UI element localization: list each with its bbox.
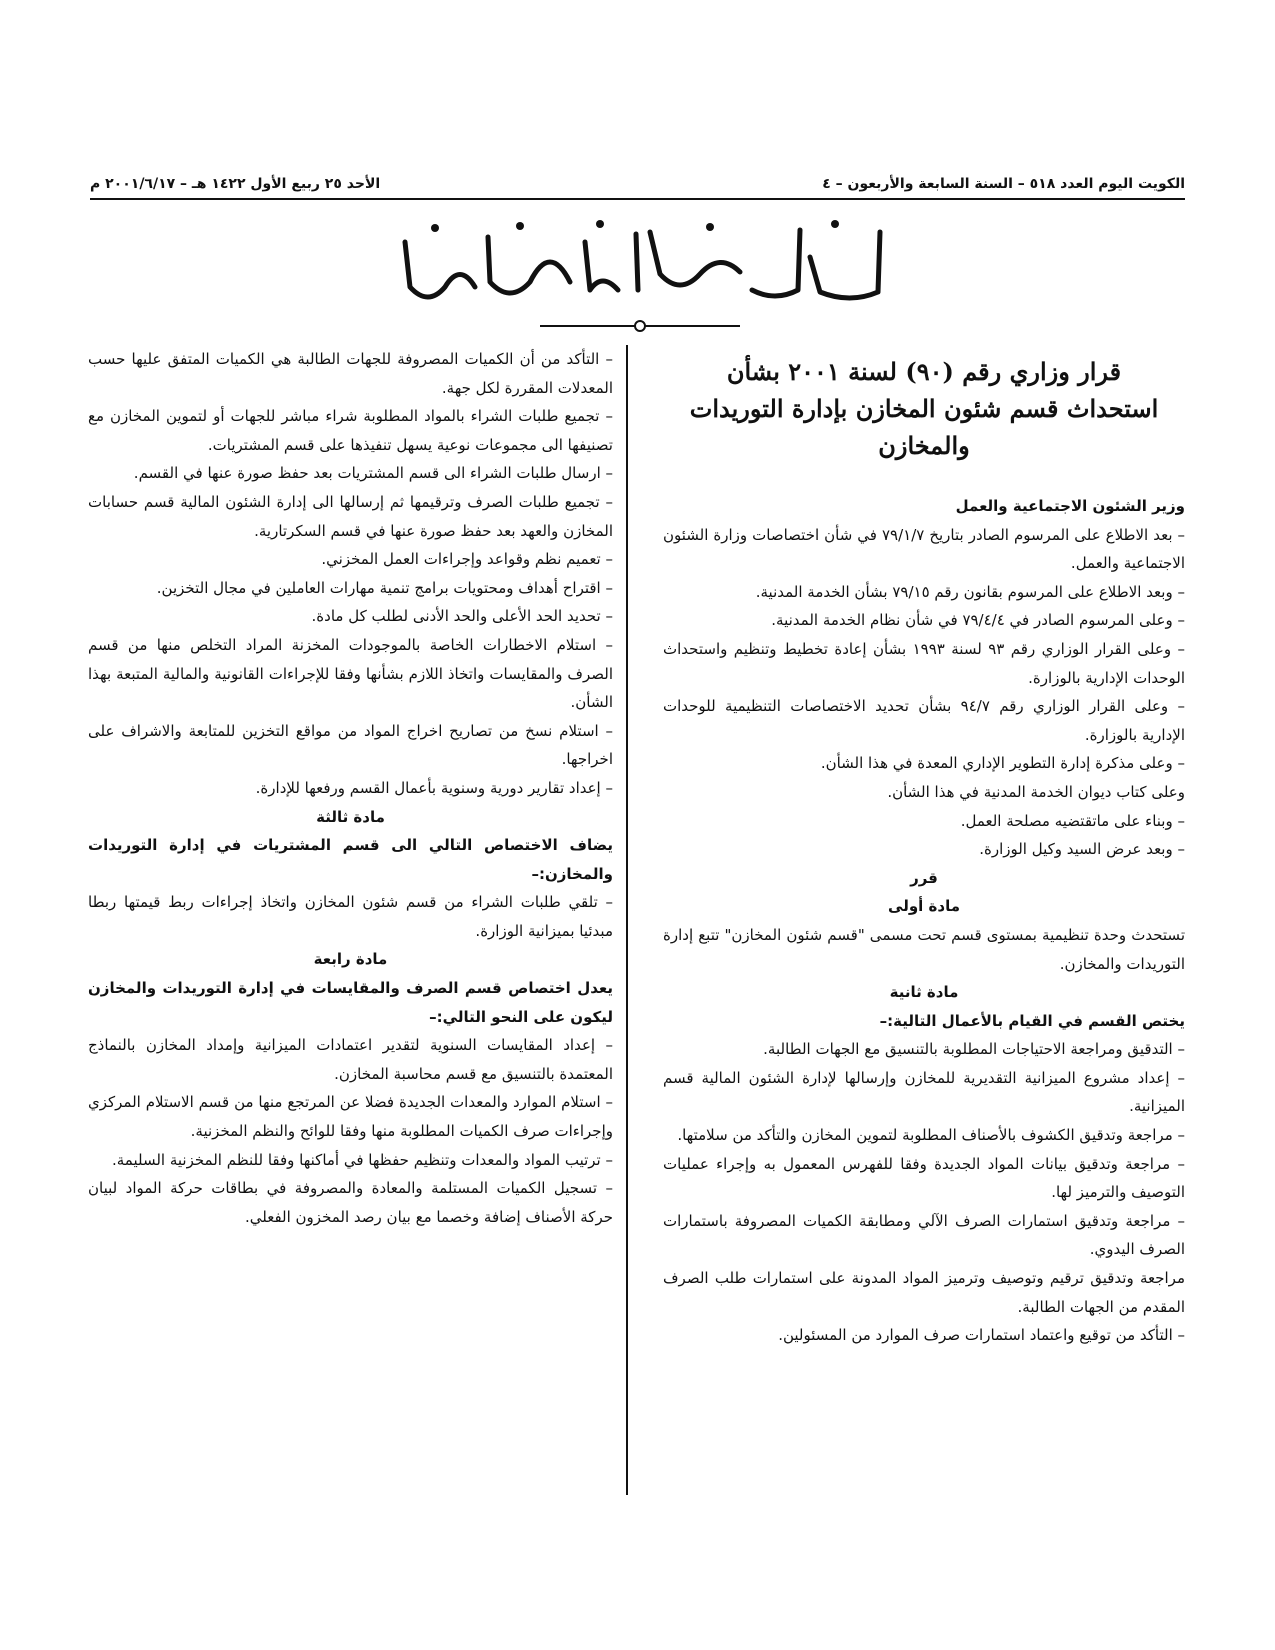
list-item: – ارسال طلبات الشراء الى قسم المشتريات بعد حفظ صورة عنها في القسم. [133, 464, 613, 483]
list-item: – مراجعة وتدقيق استمارات الصرف الآلي ومطابقة الكميات المصروفة باستمارات الصرف اليدوي. [663, 1211, 1185, 1259]
list-item: – مراجعة وتدقيق الكشوف بالأصناف المطلوبة لتموين المخازن والتأكد من سلامتها. [677, 1126, 1185, 1145]
list-item: – مراجعة وتدقيق بيانات المواد الجديدة وفقا للفهرس المعمول به وإجراء عمليات التوصيف والترميز لها. [663, 1154, 1185, 1202]
decorative-divider [540, 318, 740, 332]
list-item: – تعميم نظم وقواعد وإجراءات العمل المخزني. [321, 550, 613, 569]
issue-info: الكويت اليوم العدد ٥١٨ – السنة السابعة والأربعون – ٤ [822, 176, 1185, 192]
list-item: – اقتراح أهداف ومحتويات برامج تنمية مهارات العاملين في مجال التخزين. [156, 578, 613, 597]
list-item: – استلام نسخ من تصاريح اخراج المواد من مواقع التخزين للمتابعة والاشراف على اخراجها. [88, 721, 613, 769]
preamble-item: – وعلى القرار الوزاري رقم ٩٣ لسنة ١٩٩٣ بشأن إعادة تخطيط وتنظيم واستحداث الوحدات الإدارية بالوزارة. [663, 639, 1186, 687]
article-4-heading: يعدل اختصاص قسم الصرف والمقايسات في إدارة التوريدات والمخازن ليكون على النحو التالي:– [88, 979, 613, 1026]
list-item: – إعداد تقارير دورية وسنوية بأعمال القسم ورفعها للإدارة. [255, 778, 613, 797]
preamble-item: – وبعد الاطلاع على المرسوم بقانون رقم ٧٩/١٥ بشأن الخدمة المدنية. [755, 582, 1185, 601]
list-item: – إعداد المقايسات السنوية لتقدير اعتمادات الميزانية وإمداد المخازن بالنماذج المعتمدة بالتنسيق مع قسم محاسبة المخازن. [88, 1036, 613, 1083]
article-3-title: مادة ثالثة [316, 807, 385, 826]
article-2-title: مادة ثانية [889, 983, 959, 1002]
list-item: – تجميع طلبات الصرف وترقيمها ثم إرسالها الى إدارة الشئون المالية قسم حسابات المخازن والعهد بعد حفظ صورة عنها في قسم السكرتارية. [88, 492, 613, 540]
article-2-list-continued [88, 345, 613, 803]
minister-heading: وزير الشئون الاجتماعية والعمل [955, 497, 1185, 515]
preamble-list [663, 521, 1185, 864]
preamble-item: – وبعد عرض السيد وكيل الوزارة. [979, 840, 1185, 859]
article-2-list [663, 1035, 1185, 1350]
list-item: – إعداد مشروع الميزانية التقديرية للمخازن وإرسالها لإدارة الشئون المالية قسم الميزانية. [663, 1068, 1185, 1116]
article-4-title: مادة رابعة [313, 950, 388, 969]
list-item: – تحديد الحد الأعلى والحد الأدنى لطلب كل مادة. [311, 607, 613, 626]
list-item: – التأكد من توقيع واعتماد استمارات صرف الموارد من المسئولين. [778, 1326, 1185, 1345]
calligraphy-logo [380, 212, 900, 312]
preamble-item: وعلى كتاب ديوان الخدمة المدنية في هذا الشأن. [887, 782, 1185, 801]
preamble-item: – وعلى مذكرة إدارة التطوير الإداري المعدة في هذا الشأن. [820, 754, 1185, 773]
preamble-item: – وعلى القرار الوزاري رقم ٩٤/٧ بشأن تحديد الاختصاصات التنظيمية للوحدات الإدارية بالوزارة. [663, 697, 1185, 744]
column-divider [626, 345, 628, 1495]
preamble-item: – وبناء على ماتقتضيه مصلحة العمل. [960, 811, 1185, 830]
article-2-heading: يختص القسم في القيام بالأعمال التالية:– [879, 1011, 1185, 1030]
issue-date: الأحد ٢٥ ربيع الأول ١٤٢٢ هـ – ٢٠٠١/٦/١٧ م [90, 176, 381, 192]
right-column [663, 345, 1185, 1350]
list-item: – التأكد من أن الكميات المصروفة للجهات الطالبة هي الكميات المتفق عليها حسب المعدلات المقررة لكل جهة. [88, 350, 613, 397]
list-item: – تسجيل الكميات المستلمة والمعادة والمصروفة في بطاقات حركة المواد لبيان حركة الأصناف إضافة وخصما مع بيان رصد المخزون الفعلي. [88, 1179, 613, 1226]
ministry-masthead-calligraphy [380, 212, 900, 312]
left-column [88, 345, 613, 1231]
list-item: مراجعة وتدقيق ترقيم وتوصيف وترميز المواد المدونة على استمارات طلب الصرف المقدم من الجهات الطالبة. [663, 1269, 1185, 1316]
article-1-text: تستحدث وحدة تنظيمية بمستوى قسم تحت مسمى "قسم شئون المخازن" تتبع إدارة التوريدات والمخازن. [663, 925, 1185, 973]
article-4-list [88, 1031, 613, 1231]
list-item: – ترتيب المواد والمعدات وتنظيم حفظها في أماكنها وفقا للنظم المخزنية السليمة. [111, 1150, 613, 1169]
preamble-item: – وعلى المرسوم الصادر في ٧٩/٤/٤ في شأن نظام الخدمة المدنية. [771, 611, 1185, 630]
preamble-item: – بعد الاطلاع على المرسوم الصادر بتاريخ ٧٩/١/٧ في شأن اختصاصات وزارة الشئون الاجتماعية والعمل. [663, 525, 1186, 573]
decided-heading: قرر [910, 868, 938, 887]
article-3-text: – تلقي طلبات الشراء من قسم شئون المخازن واتخاذ إجراءات ربط قيمتها ربطا مبدئيا بميزانية الوزارة. [88, 893, 613, 940]
article-3-heading: يضاف الاختصاص التالي الى قسم المشتريات في إدارة التوريدات والمخازن:– [88, 836, 613, 883]
list-item: – استلام الاخطارات الخاصة بالموجودات المخزنة المراد التخلص منها من قسم الصرف والمقايسات واتخاذ اللازم بشأنها وفقا للإجراءات القانونية والمالية المتبعة بهذا الشأن. [88, 635, 613, 712]
page-header [90, 176, 1185, 200]
article-1-title: مادة أولى [888, 897, 960, 916]
list-item: – التدقيق ومراجعة الاحتياجات المطلوبة بالتنسيق مع الجهات الطالبة. [763, 1040, 1185, 1059]
decree-title: قرار وزاري رقم (٩٠) لسنة ٢٠٠١ بشأن استحداث قسم شئون المخازن بإدارة التوريدات والمخازن [689, 357, 1159, 460]
list-item: – استلام الموارد والمعدات الجديدة فضلا عن المرتجع منها من قسم الاستلام المركزي وإجراءات صرف الكميات المطلوبة منها وفقا للوائح والنظم المخزنية. [88, 1093, 613, 1141]
list-item: – تجميع طلبات الشراء بالمواد المطلوبة شراء مباشر للجهات أو لتموين المخازن مع تصنيفها الى مجموعات نوعية يسهل تنفيذها على قسم المشتريات. [88, 407, 613, 454]
